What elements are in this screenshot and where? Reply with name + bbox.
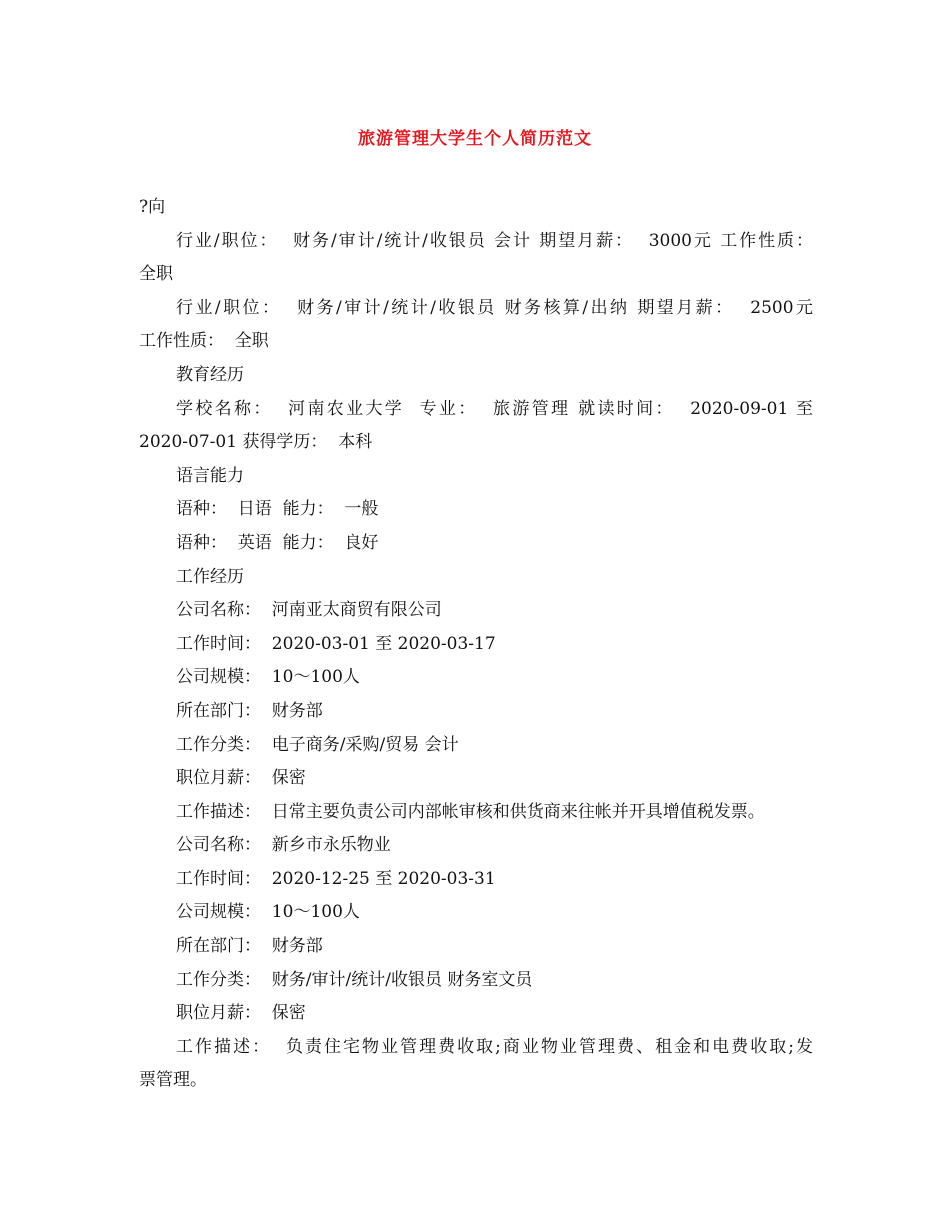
job-1-category: 工作分类： 电子商务/采购/贸易 会计 — [176, 734, 459, 755]
job-2-department: 所在部门： 财务部 — [176, 936, 323, 957]
intention-2-line-1: 行业/职位： 财务/审计/统计/收银员 财务核算/出纳 期望月薪： 2500元 — [176, 297, 813, 318]
job-2-category: 工作分类： 财务/审计/统计/收银员 财务室文员 — [176, 969, 533, 990]
intention-2-line-2: 工作性质： 全职 — [139, 331, 269, 352]
job-1-scale: 公司规模： 10～100人 — [176, 667, 360, 688]
intention-1-line-2: 全职 — [139, 264, 173, 285]
intent-heading: ?向 — [139, 197, 166, 217]
job-2-company: 公司名称： 新乡市永乐物业 — [176, 835, 391, 856]
language-item: 语种： 日语 能力： 一般 — [176, 499, 379, 520]
job-1-period: 工作时间： 2020-03-01 至 2020-03-17 — [176, 633, 496, 654]
resume-body — [139, 191, 813, 1098]
work-heading: 工作经历 — [176, 566, 244, 587]
language-heading: 语言能力 — [176, 465, 244, 486]
education-heading: 教育经历 — [176, 364, 244, 385]
job-2-salary: 职位月薪： 保密 — [176, 1003, 306, 1024]
job-1-company: 公司名称： 河南亚太商贸有限公司 — [176, 600, 442, 621]
job-1-department: 所在部门： 财务部 — [176, 700, 323, 721]
education-line-2: 2020-07-01 获得学历： 本科 — [139, 432, 373, 453]
language-item: 语种： 英语 能力： 良好 — [176, 532, 379, 553]
intention-1-line-1: 行业/职位： 财务/审计/统计/收银员 会计 期望月薪： 3000元 工作性质： — [176, 230, 813, 251]
job-1-description: 工作描述： 日常主要负责公司内部帐审核和供货商来往帐并开具增值税发票。 — [176, 801, 765, 822]
document-title: 旅游管理大学生个人简历范文 — [358, 129, 592, 149]
job-2-description-line-1: 工作描述： 负责住宅物业管理费收取;商业物业管理费、租金和电费收取;发 — [176, 1036, 813, 1057]
education-line-1: 学校名称： 河南农业大学 专业： 旅游管理 就读时间： 2020-09-01 至 — [176, 398, 813, 419]
job-2-scale: 公司规模： 10～100人 — [176, 902, 360, 923]
job-2-description-line-2: 票管理。 — [139, 1070, 207, 1091]
job-1-salary: 职位月薪： 保密 — [176, 768, 306, 789]
job-2-period: 工作时间： 2020-12-25 至 2020-03-31 — [176, 868, 496, 889]
